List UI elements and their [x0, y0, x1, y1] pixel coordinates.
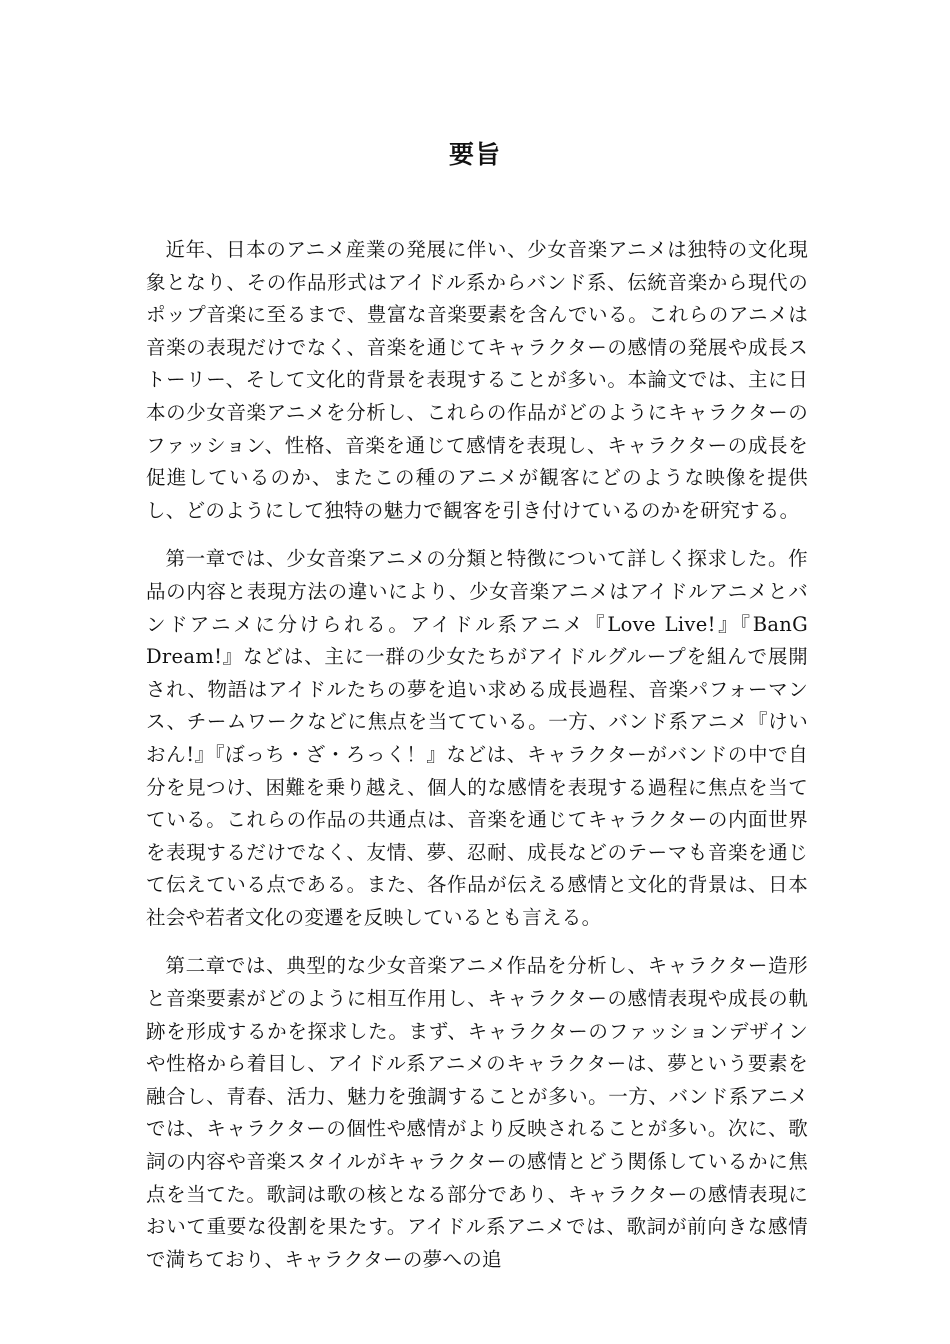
paragraph-intro: 近年、日本のアニメ産業の発展に伴い、少女音楽アニメは独特の文化現象となり、その作品形式はアイドル系からバンド系、伝統音楽から現代のポップ音楽に至るまで、豊富な音楽要素を含んでいる。これらのアニメは音楽の表現だけでなく、音楽を通じてキャラクターの感情の発展や成長ストーリー、そして文化的背景を表現することが多い。本論文では、主に日本の少女音楽アニメを分析し、これらの作品がどのようにキャラクターのファッション、性格、音楽を通じて感情を表現し、キャラクターの成長を促進しているのか、またこの種のアニメが観客にどのような映像を提供し、どのようにして独特の魅力で観客を引き付けているのかを研究する。: [146, 238, 808, 522]
abstract-body: [146, 234, 808, 1292]
abstract-title: 要旨: [448, 139, 501, 169]
paragraph-chapter-1: 第一章では、少女音楽アニメの分類と特徴について詳しく探求した。作品の内容と表現方法の違いにより、少女音楽アニメはアイドルアニメとバンドアニメに分けられる。アイドル系アニメ『Love Live!』『BanG Dream!』などは、主に一群の少女たちがアイドルグループを組んで展開され、物語はアイドルたちの夢を追い求める成長過程、音楽パフォーマンス、チームワークなどに焦点を当てている。一方、バンド系アニメ『けいおん!』『ぼっち・ざ・ろっく！』などは、キャラクターがバンドの中で自分を見つけ、困難を乗り越え、個人的な感情を表現する過程に焦点を当てている。これらの作品の共通点は、音楽を通じてキャラクターの内面世界を表現するだけでなく、友情、夢、忍耐、成長などのテーマも音楽を通じて伝えている点である。また、各作品が伝える感情と文化的背景は、日本社会や若者文化の変遷を反映しているとも言える。: [146, 547, 808, 929]
paragraph-chapter-2: 第二章では、典型的な少女音楽アニメ作品を分析し、キャラクター造形と音楽要素がどのように相互作用し、キャラクターの感情表現や成長の軌跡を形成するかを探求した。まず、キャラクターのファッションデザインや性格から着目し、アイドル系アニメのキャラクターは、夢という要素を融合し、青春、活力、魅力を強調することが多い。一方、バンド系アニメでは、キャラクターの個性や感情がより反映されることが多い。次に、歌詞の内容や音楽スタイルがキャラクターの感情とどう関係しているかに焦点を当てた。歌詞は歌の核となる部分であり、キャラクターの感情表現において重要な役割を果たす。アイドル系アニメでは、歌詞が前向きな感情で満ちており、キャラクターの夢への追: [146, 954, 808, 1271]
